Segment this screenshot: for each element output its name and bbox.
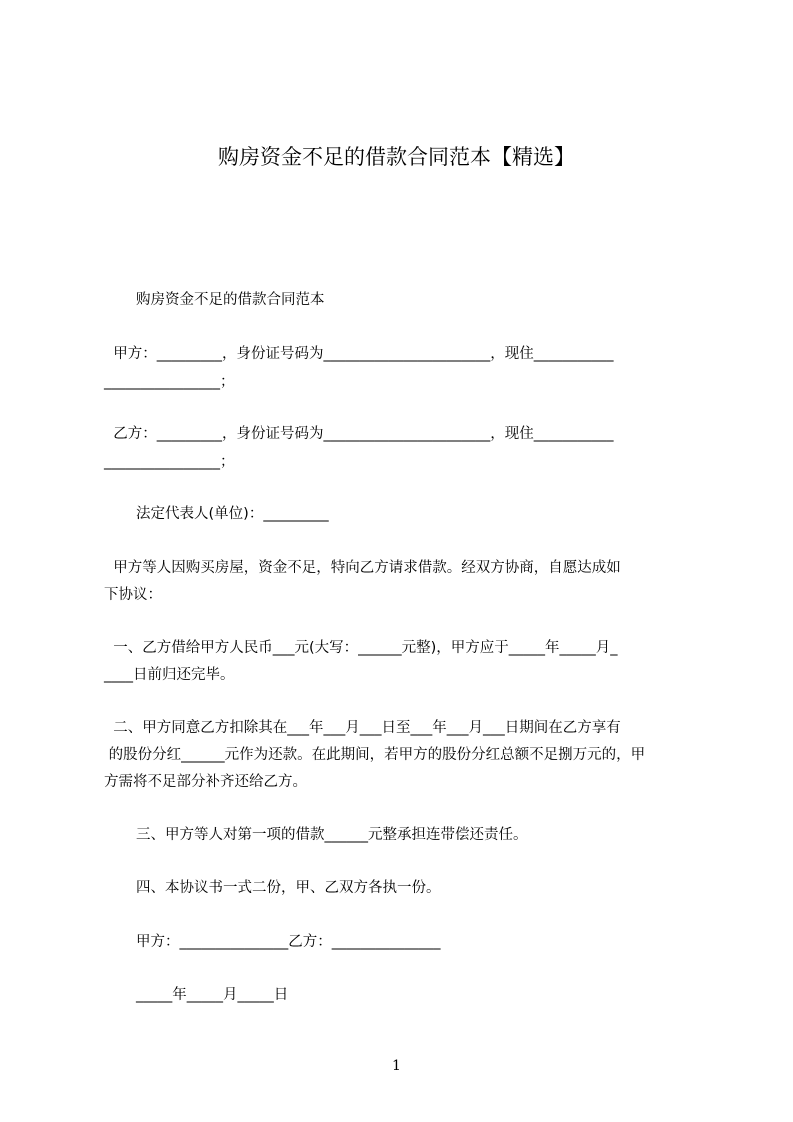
- intro-line-2: 下协议：: [104, 587, 162, 603]
- clause-2-line-1: 二、甲方同意乙方扣除其在___年___月___日至___年___月___日期间在乙方享有: [104, 720, 621, 736]
- page-number: 1: [392, 1058, 401, 1074]
- clause-1-line-2: ____日前归还完毕。: [104, 667, 235, 683]
- party-a-line-2: ________________；: [104, 374, 235, 390]
- clause-3: 三、甲方等人对第一项的借款______元整承担连带偿还责任。: [136, 827, 528, 843]
- clause-2-line-2: 的股份分红______元作为还款。在此期间，若甲方的股份分红总额不足捌万元的，甲: [104, 747, 646, 763]
- party-a-line-1: 甲方：_________，身份证号码为_______________________，现住___________: [104, 346, 614, 362]
- party-b-line-2: ________________；: [104, 454, 235, 470]
- legal-representative: 法定代表人(单位)：_________: [136, 506, 329, 522]
- date-line: _____年_____月_____日: [136, 987, 289, 1003]
- subtitle: 购房资金不足的借款合同范本: [136, 292, 325, 308]
- clause-1-line-1: 一、乙方借给甲方人民币___元(大写：______元整)，甲方应于_____年_____月_: [104, 640, 618, 656]
- party-b-line-1: 乙方：_________，身份证号码为_______________________，现住___________: [104, 426, 614, 442]
- clause-2-line-3: 方需将不足部分补齐还给乙方。: [104, 774, 307, 790]
- clause-4: 四、本协议书一式二份，甲、乙双方各执一份。: [136, 880, 441, 896]
- document-title: 购房资金不足的借款合同范本【精选】: [218, 145, 575, 169]
- signature-line: 甲方：_______________乙方：_______________: [136, 934, 441, 950]
- intro-line-1: 甲方等人因购买房屋，资金不足，特向乙方请求借款。经双方协商，自愿达成如: [104, 560, 621, 576]
